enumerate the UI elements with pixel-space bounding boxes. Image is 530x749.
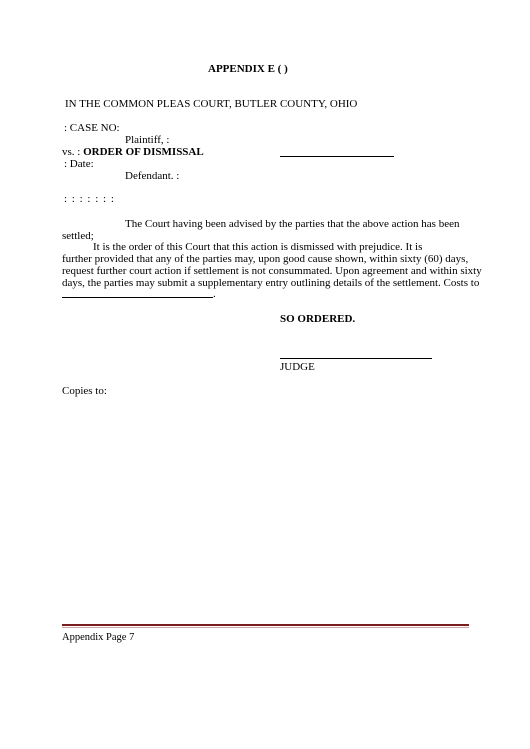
vs-prefix: vs. :	[62, 146, 81, 158]
costs-blank-line	[62, 297, 213, 298]
appendix-title: APPENDIX E ( )	[208, 63, 288, 75]
so-ordered: SO ORDERED.	[280, 313, 356, 325]
body-line-1: The Court having been advised by the parties that the above action has been	[125, 218, 460, 230]
defendant-label: Defendant. :	[125, 170, 180, 182]
order-title: ORDER OF DISMISSAL	[83, 146, 204, 158]
costs-period: .	[213, 288, 216, 300]
body-line-4: further provided that any of the parties may, upon good cause shown, within sixty (60) days,	[62, 253, 469, 265]
court-name: IN THE COMMON PLEAS COURT, BUTLER COUNTY, OHIO	[65, 98, 358, 110]
body-line-2: settled;	[62, 230, 94, 242]
body-line-3: It is the order of this Court that this action is dismissed with prejudice. It is	[93, 241, 423, 253]
footer-rule-shadow	[62, 627, 469, 628]
judge-label: JUDGE	[280, 361, 315, 373]
body-line-6: days, the parties may submit a supplementary entry outlining details of the settlement. Costs to	[62, 277, 480, 289]
case-number-blank-line	[280, 156, 394, 157]
caption-separator: : : : : : : :	[64, 193, 115, 205]
body-line-5: request further court action if settlement is not consummated. Upon agreement and within sixty	[62, 265, 482, 277]
footer-page-label: Appendix Page 7	[62, 632, 135, 643]
footer-rule	[62, 624, 469, 626]
plaintiff-label: Plaintiff, :	[125, 134, 170, 146]
copies-to-label: Copies to:	[62, 385, 107, 397]
judge-signature-line	[280, 358, 432, 359]
date-label: : Date:	[64, 158, 94, 170]
case-no-label: : CASE NO:	[64, 122, 120, 134]
